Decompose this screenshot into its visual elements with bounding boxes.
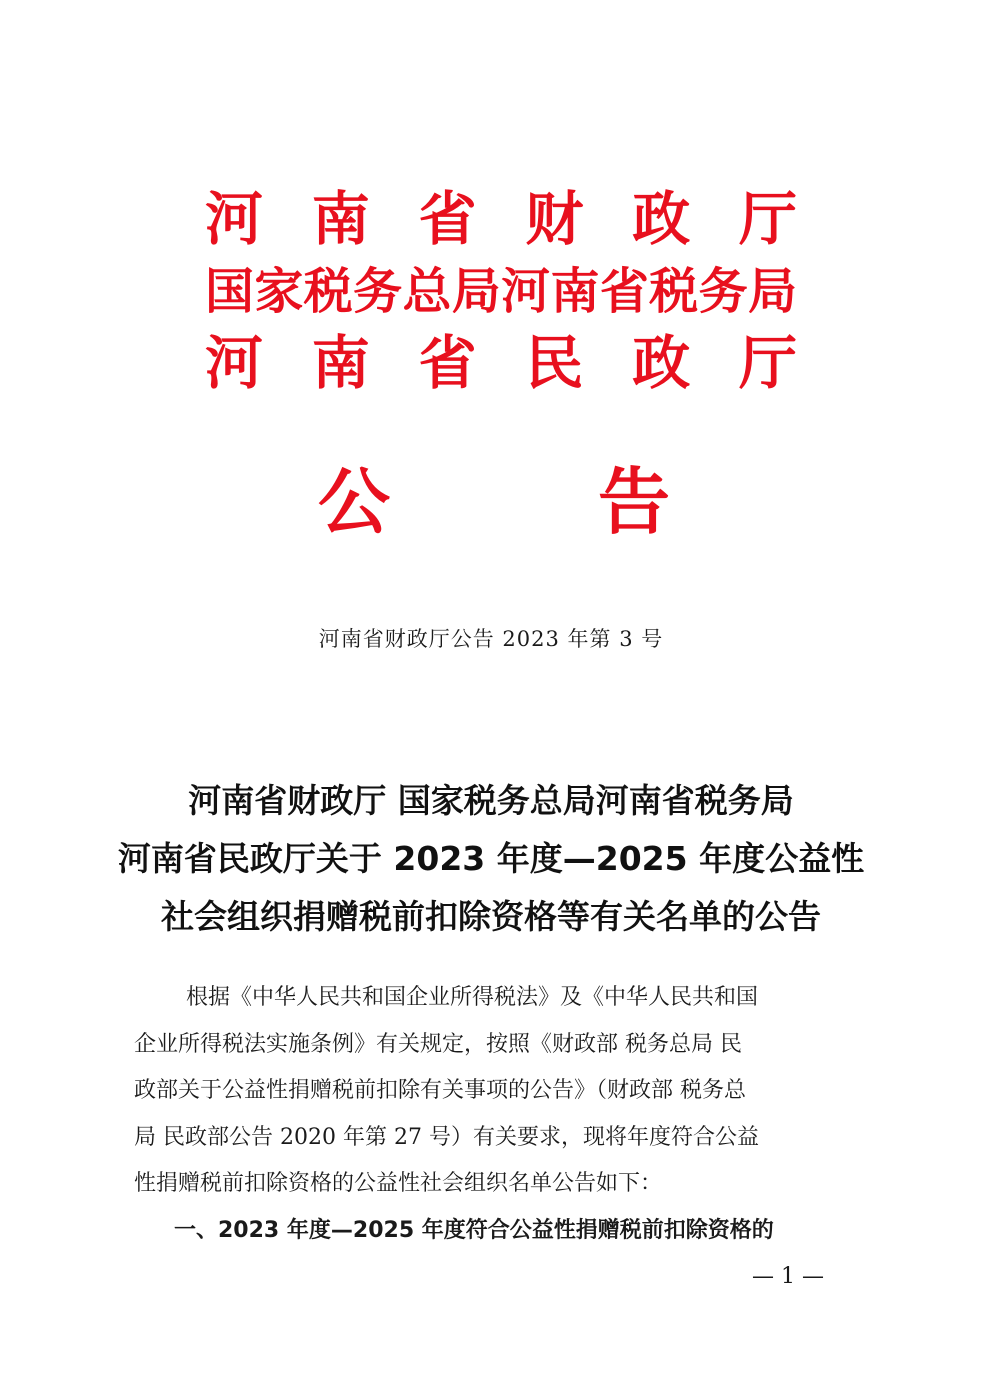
document-title bbox=[100, 772, 882, 946]
issuer-1-char: 财 bbox=[525, 185, 584, 253]
title-line-2: 河南省民政厅关于 2023 年度—2025 年度公益性 bbox=[117, 839, 865, 878]
issuer-tax-bureau bbox=[205, 255, 797, 327]
issuer-2-char: 南 bbox=[550, 262, 600, 320]
issuer-2-char: 国 bbox=[205, 262, 255, 320]
issuer-3-char: 省 bbox=[418, 329, 477, 397]
issuer-1-char: 河 bbox=[205, 185, 264, 253]
issuing-authorities bbox=[205, 183, 797, 399]
document-body bbox=[134, 975, 862, 1254]
title-line-3: 社会组织捐赠税前扣除资格等有关名单的公告 bbox=[161, 897, 821, 936]
document-number: 河南省财政厅公告 2023 年第 3 号 bbox=[318, 627, 664, 651]
section-heading-1: 一、2023 年度—2025 年度符合公益性捐赠税前扣除资格的 bbox=[174, 1217, 774, 1243]
issuer-3-char: 民 bbox=[525, 329, 584, 397]
issuer-2-char: 务 bbox=[698, 262, 748, 320]
issuer-2-char: 局 bbox=[451, 262, 501, 320]
issuer-1-char: 省 bbox=[418, 185, 477, 253]
issuer-3-char: 南 bbox=[311, 329, 370, 397]
issuer-1-char: 厅 bbox=[738, 185, 797, 253]
notice-heading bbox=[318, 459, 670, 544]
issuer-3-char: 河 bbox=[205, 329, 264, 397]
issuer-finance-department bbox=[205, 183, 797, 255]
issuer-1-char: 政 bbox=[632, 185, 691, 253]
issuer-2-char: 局 bbox=[747, 262, 797, 320]
issuer-2-char: 省 bbox=[599, 262, 649, 320]
body-paragraph-line: 根据《中华人民共和国企业所得税法》及《中华人民共和国 bbox=[186, 985, 759, 1010]
body-paragraph-line: 性捐赠税前扣除资格的公益性社会组织名单公告如下： bbox=[134, 1171, 663, 1196]
issuer-2-char: 河 bbox=[501, 262, 551, 320]
notice-word-gao: 告 bbox=[597, 459, 670, 544]
notice-word-gong: 公 bbox=[318, 459, 391, 544]
page-number: — 1 — bbox=[752, 1264, 824, 1289]
title-line-1: 河南省财政厅 国家税务总局河南省税务局 bbox=[188, 781, 794, 820]
issuer-2-char: 税 bbox=[303, 262, 353, 320]
issuer-2-char: 税 bbox=[649, 262, 699, 320]
issuer-civil-affairs bbox=[205, 327, 797, 399]
body-paragraph-line: 局 民政部公告 2020 年第 27 号）有关要求，现将年度符合公益 bbox=[134, 1124, 759, 1150]
issuer-3-char: 厅 bbox=[738, 329, 797, 397]
issuer-3-char: 政 bbox=[632, 329, 691, 397]
issuer-2-char: 总 bbox=[402, 262, 452, 320]
issuer-2-char: 家 bbox=[254, 262, 304, 320]
body-paragraph-line: 政部关于公益性捐赠税前扣除有关事项的公告》（财政部 税务总 bbox=[134, 1078, 746, 1103]
body-paragraph-line: 企业所得税法实施条例》有关规定，按照《财政部 税务总局 民 bbox=[134, 1031, 742, 1057]
issuer-2-char: 务 bbox=[353, 262, 403, 320]
issuer-1-char: 南 bbox=[311, 185, 370, 253]
